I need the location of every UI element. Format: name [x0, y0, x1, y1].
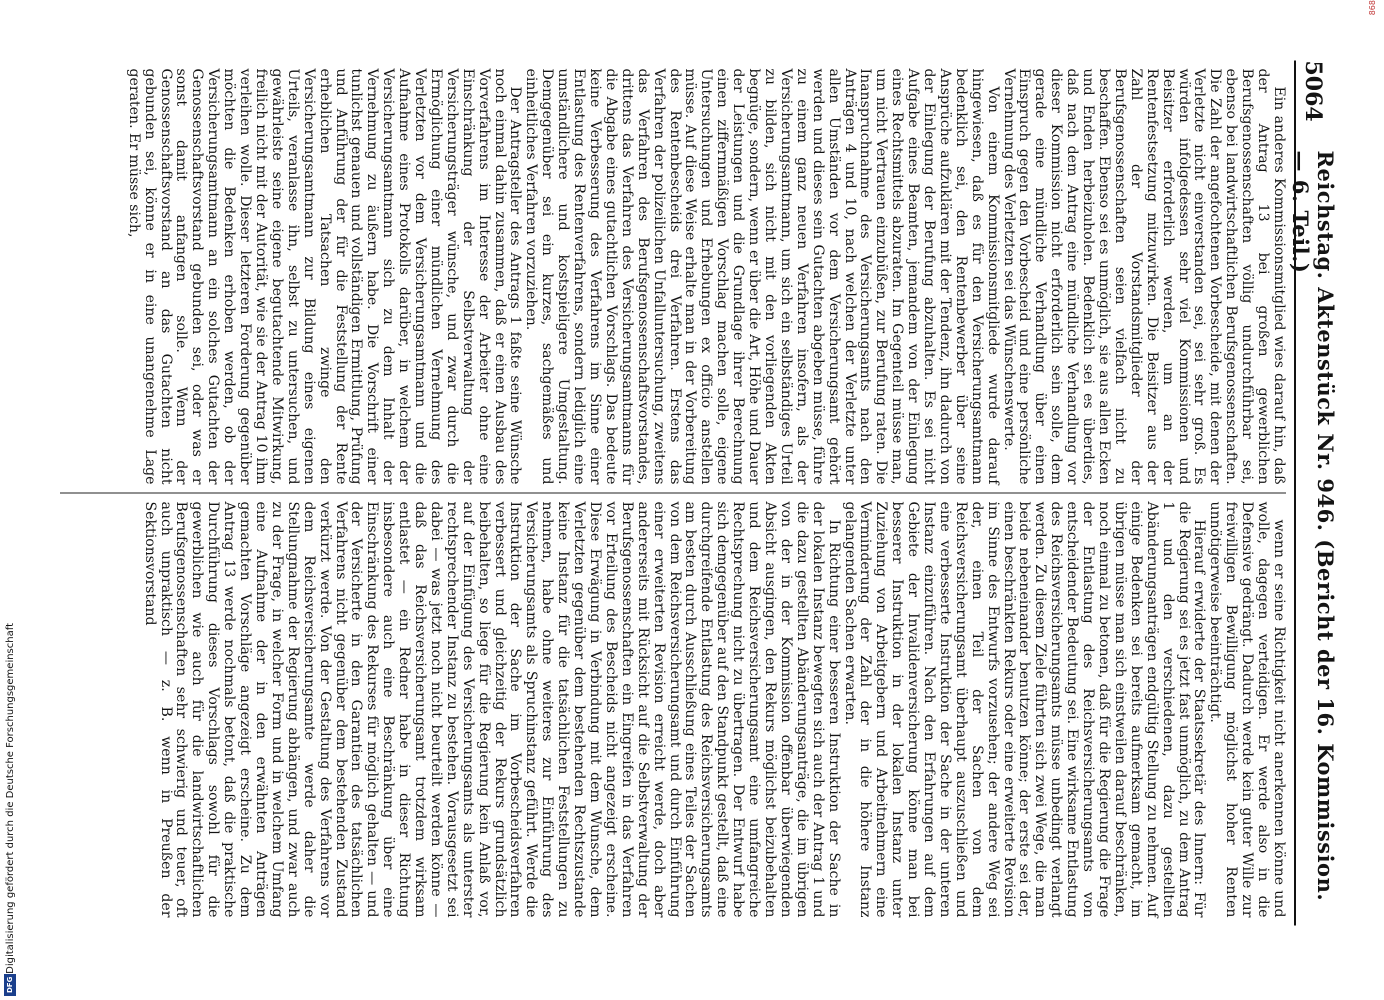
paragraph: Der Antragsteller des Antrags 1 faßte seine Wünsche noch einmal dahin zusammen, daß er einen Ausbau des Vorverfahrens im Interesse der Arbeiter ohne eine Einschränkung der Selbstverwaltung der Versicherungsträger wünsche, und zwar durch die Ermöglichung einer mündlichen Vernehmung des Verletzten vor dem Versicherungsamtmann und die Aufnahme eines Protokolls darüber, in welchem der Versicherungsamtmann sich zu dem Inhalt der Vernehmung zu äußern habe. Die Vorschrift einer tunlichst genauen und vollständigen Ermittlung, Prüfung und Anführung der für die Feststellung der Rente erheblichen Tatsachen zwinge den Versicherungsamtmann zur Bildung eines eigenen Urteils, veranlasse ihn, selbst zu untersuchen, und gewährleiste seine eigene begutachtende Mitwirkung, freilich nicht mit der Autorität, wie sie der Antrag 10 ihm verleihen wolle. Dieser letzteren Forderung gegenüber möchten die Bedenken erhoben werden, ob der Versicherungsamtmann an ein solches Gutachten der Genossenschaftsvorstand gebunden sei, oder was er sonst damit anfangen solle. Wenn der Genossenschaftsvorstand an das Gutachten nicht gebunden sei, könne er in eine unangenehme Lage geraten. Er müsse sich, — [125, 68, 524, 484]
rotated-page — [60, 60, 1338, 925]
scanned-page-area — [60, 60, 1338, 925]
paragraph: Hierauf erwiderte der Staatssekretär des Innern: Für die Regierung sei es jetzt fast unmöglich, zu dem Antrag 1 und den verschiedenen, dazu gestellten Abänderungsanträgen endgültig Stellung zu nehmen. Auf einige Bedenken sei bereits aufmerksam gemacht, im übrigen müsse man sich einstweilen darauf beschränken, noch einmal zu betonen, daß für die Regierung die Frage der Entlastung des Reichsversicherungsamts von entscheidender Bedeutung sei. Eine wirksame Entlastung des Reichsversicherungsamts müsse unbedingt verlangt werden. Zu diesem Ziele führten sich zwei Wege, die man beide nebeneinander benutzen könne; der erste sei der, einen beschränkten Rekurs oder eine erweiterte Revision im Sinne des Entwurfs vorzusehen; der andere Weg sei der, einen Teil der Sachen von dem Reichsversicherungsamt überhaupt auszuschließen und eine verbesserte Instruktion der Sache in der unteren Instanz einzuführen. Nach den Erfahrungen auf dem Gebiete der Invalidenversicherung könne man bei besserer Instruktion in der lokalen Instanz unter Zuziehung von Arbeitgebern und Arbeitnehmern eine Verminderung der Zahl der in die höhere Instanz gelangenden Sachen erwarten. — [841, 501, 1208, 917]
page-header — [1288, 60, 1338, 925]
page-title: Reichstag. Aktenstück Nr. 946. (Bericht der 16. Kommission. — 6. Teil.) — [1288, 150, 1338, 901]
paragraph: Von einem Kommissionsmitgliede wurde darauf hingewiesen, daß es für den Versicherungsamtmann bedenklich sei, den Rentenbewerber über seine Ansprüche aufzuklären mit der Tendenz, ihn dadurch von der Einlegung der Berufung abzuhalten. Es sei nicht Aufgabe eines Beamten, jemandem von der Einlegung eines Rechtsmittels abzuraten. Im Gegenteil müsse man, um nicht Vertrauen einzubüßen, zur Berufung raten. Die Inanspruchnahme des Versicherungsamts nach den Anträgen 4 und 10, nach welchen der Verletzte unter allen Umständen vor dem Versicherungsamt gehört werden und dieses sein Gutachten abgeben müsse, führe zu einem ganz neuen Verfahren insofern, als der Versicherungsamtmann, um sich ein selbständiges Urteil zu bilden, sich nicht mit den vorliegenden Akten begnüge, sondern, wenn er über die Art, Höhe und Dauer der Leistungen und die Grundlage ihrer Berechnung einen ziffernmäßigen Vorschlag machen solle, eigene Untersuchungen und Erhebungen ex officio anstellen müsse. Auf diese Weise erhalte man in der Vorbereitung des Rentenbescheids drei Verfahren. Erstens das Verfahren der polizeilichen Unfalluntersuchung, zweitens das Verfahren des Berufsgenossenschaftsvorstandes, drittens das Verfahren des Versicherungsamtmanns für die Abgabe eines gutachtlichen Vorschlags. Das bedeute keine Verbesserung des Verfahrens im Sinne einer Entlastung des Rentenverfahrens, sondern lediglich eine umständlichere und kostspieligere Umgestaltung. Demgegenüber sei ein kurzes, sachgemäßes und einheitliches Verfahren vorzuziehen. — [523, 68, 1001, 484]
left-column — [60, 60, 1286, 492]
paragraph: wenn er seine Richtigkeit nicht anerkennen könne und wolle, dagegen verteidigen. Er werde also in die Defensive gedrängt. Dadurch werde kein guter Wille zur freiwilligen Bewilligung möglichst hoher Renten unnötigerweise beeinträchtigt. — [1207, 501, 1287, 917]
paragraph: In Richtung einer besseren Instruktion der Sache in der lokalen Instanz bewegten sich auch der Antrag 1 und die dazu gestellten Abänderungsanträge, die im übrigen von der in der Kommission offenbar überwiegenden Absicht ausgingen, den Rekurs möglichst beizubehalten und dem Reichsversicherungsamt eine umfangreiche Rechtsprechung nicht zu übertragen. Der Entwurf habe sich demgegenüber auf den Standpunkt gestellt, daß eine durchgreifende Entlastung des Reichsversicherungsamts am besten durch Ausschließung eines Teiles der Sachen von dem Reichsversicherungsamt und durch Einführung einer erweiterten Revision erreicht werde, doch aber andererseits mit Rücksicht auf die Selbstverwaltung der Berufsgenossenschaften ein Eingreifen in das Verfahren vor Erteilung des Bescheids nicht angezeigt erscheine. Diese Erwägung in Verbindung mit dem Wunsche, dem Verletzten gegenüber dem bestehenden Rechtszustande keine Instanz für die tatsächlichen Feststellungen zu nehmen, habe ohne weiteres zur Einführung des Versicherungsamts als Spruchinstanz geführt. Werde die Instruktion der Sache im Vorbescheidsverfahren verbessert und gleichzeitig der Rekurs grundsätzlich beibehalten, so liege für die Regierung kein Anlaß vor, auf der Einfügung des Versicherungsamts als unterster rechtsprechender Instanz zu bestehen. Vorausgesetzt sei dabei — was jetzt noch nicht beurteilt werden könne — daß das Reichsversicherungsamt trotzdem wirksam entlastet — ein Redner habe in dieser Richtung insbesondere auch eine Beschränkung über eine Einschränkung des Rekurses für möglich gehalten — und der Versicherte in den Garantien des tatsächlichen Verfahrens nicht gegenüber dem bestehenden Zustand verkürzt werde. Von der Gestaltung des Verfahrens vor dem Reichsversicherungsamte werde daher die Stellungnahme der Regierung abhängen, und zwar auch zu der Frage, in welcher Form und in welchem Umfang eine Aufnahme der in den erwähnten Anträgen gemachten Vorschläge angezeigt erscheine. Zu dem Antrag 13 werde nochmals betont, daß die praktische Durchführung dieses Vorschlags sowohl für die gewerblichen wie auch für die landwirtschaftlichen Berufsgenossenschaften sehr schwierig und teuer, oft auch unpraktisch — z. B. wenn in Preußen der Sektionsvorstand — [141, 501, 842, 917]
paragraph: Ein anderes Kommissionsmitglied wies darauf hin, daß der Antrag 13 bei großen gewerblichen Berufsgenossenschaften völlig undurchführbar sei, ebenso bei landwirtschaftlichen Berufsgenossenschaften. Die Zahl der angefochtenen Vorbescheide, mit denen der Verletzte nicht einverstanden sei, sei sehr groß. Es würden infolgedessen sehr viel Kommissionen und Beisitzer erforderlich werden, um an der Rentenfestsetzung mitzuwirken. Die Beisitzer aus der Zahl der Vorstandsmitglieder der Berufsgenossenschaften seien vielfach nicht zu beschaffen. Ebenso sei es unmöglich, sie aus allen Ecken und Enden herbeizuholen. Bedenklich sei es überdies, daß nach dem Antrag eine mündliche Verhandlung vor dieser Kommission nicht erforderlich sein solle, dem gerade eine mündliche Verhandlung über einen Einspruch gegen den Vorbescheid und eine persönliche Vernehmung des Verletzten sei das Wünschenswerte. — [1000, 68, 1287, 484]
digitization-credit-text: Digitalisierung gefördert durch die Deutsche Forschungsgemeinschaft — [4, 623, 16, 974]
page-number: 5064 — [1300, 60, 1326, 122]
text-columns — [60, 60, 1286, 925]
right-column — [60, 493, 1286, 925]
dfg-logo-icon: DFG — [4, 974, 16, 996]
digitization-credit-sidebar — [2, 0, 18, 1000]
scan-mark: 868 — [1368, 0, 1377, 16]
